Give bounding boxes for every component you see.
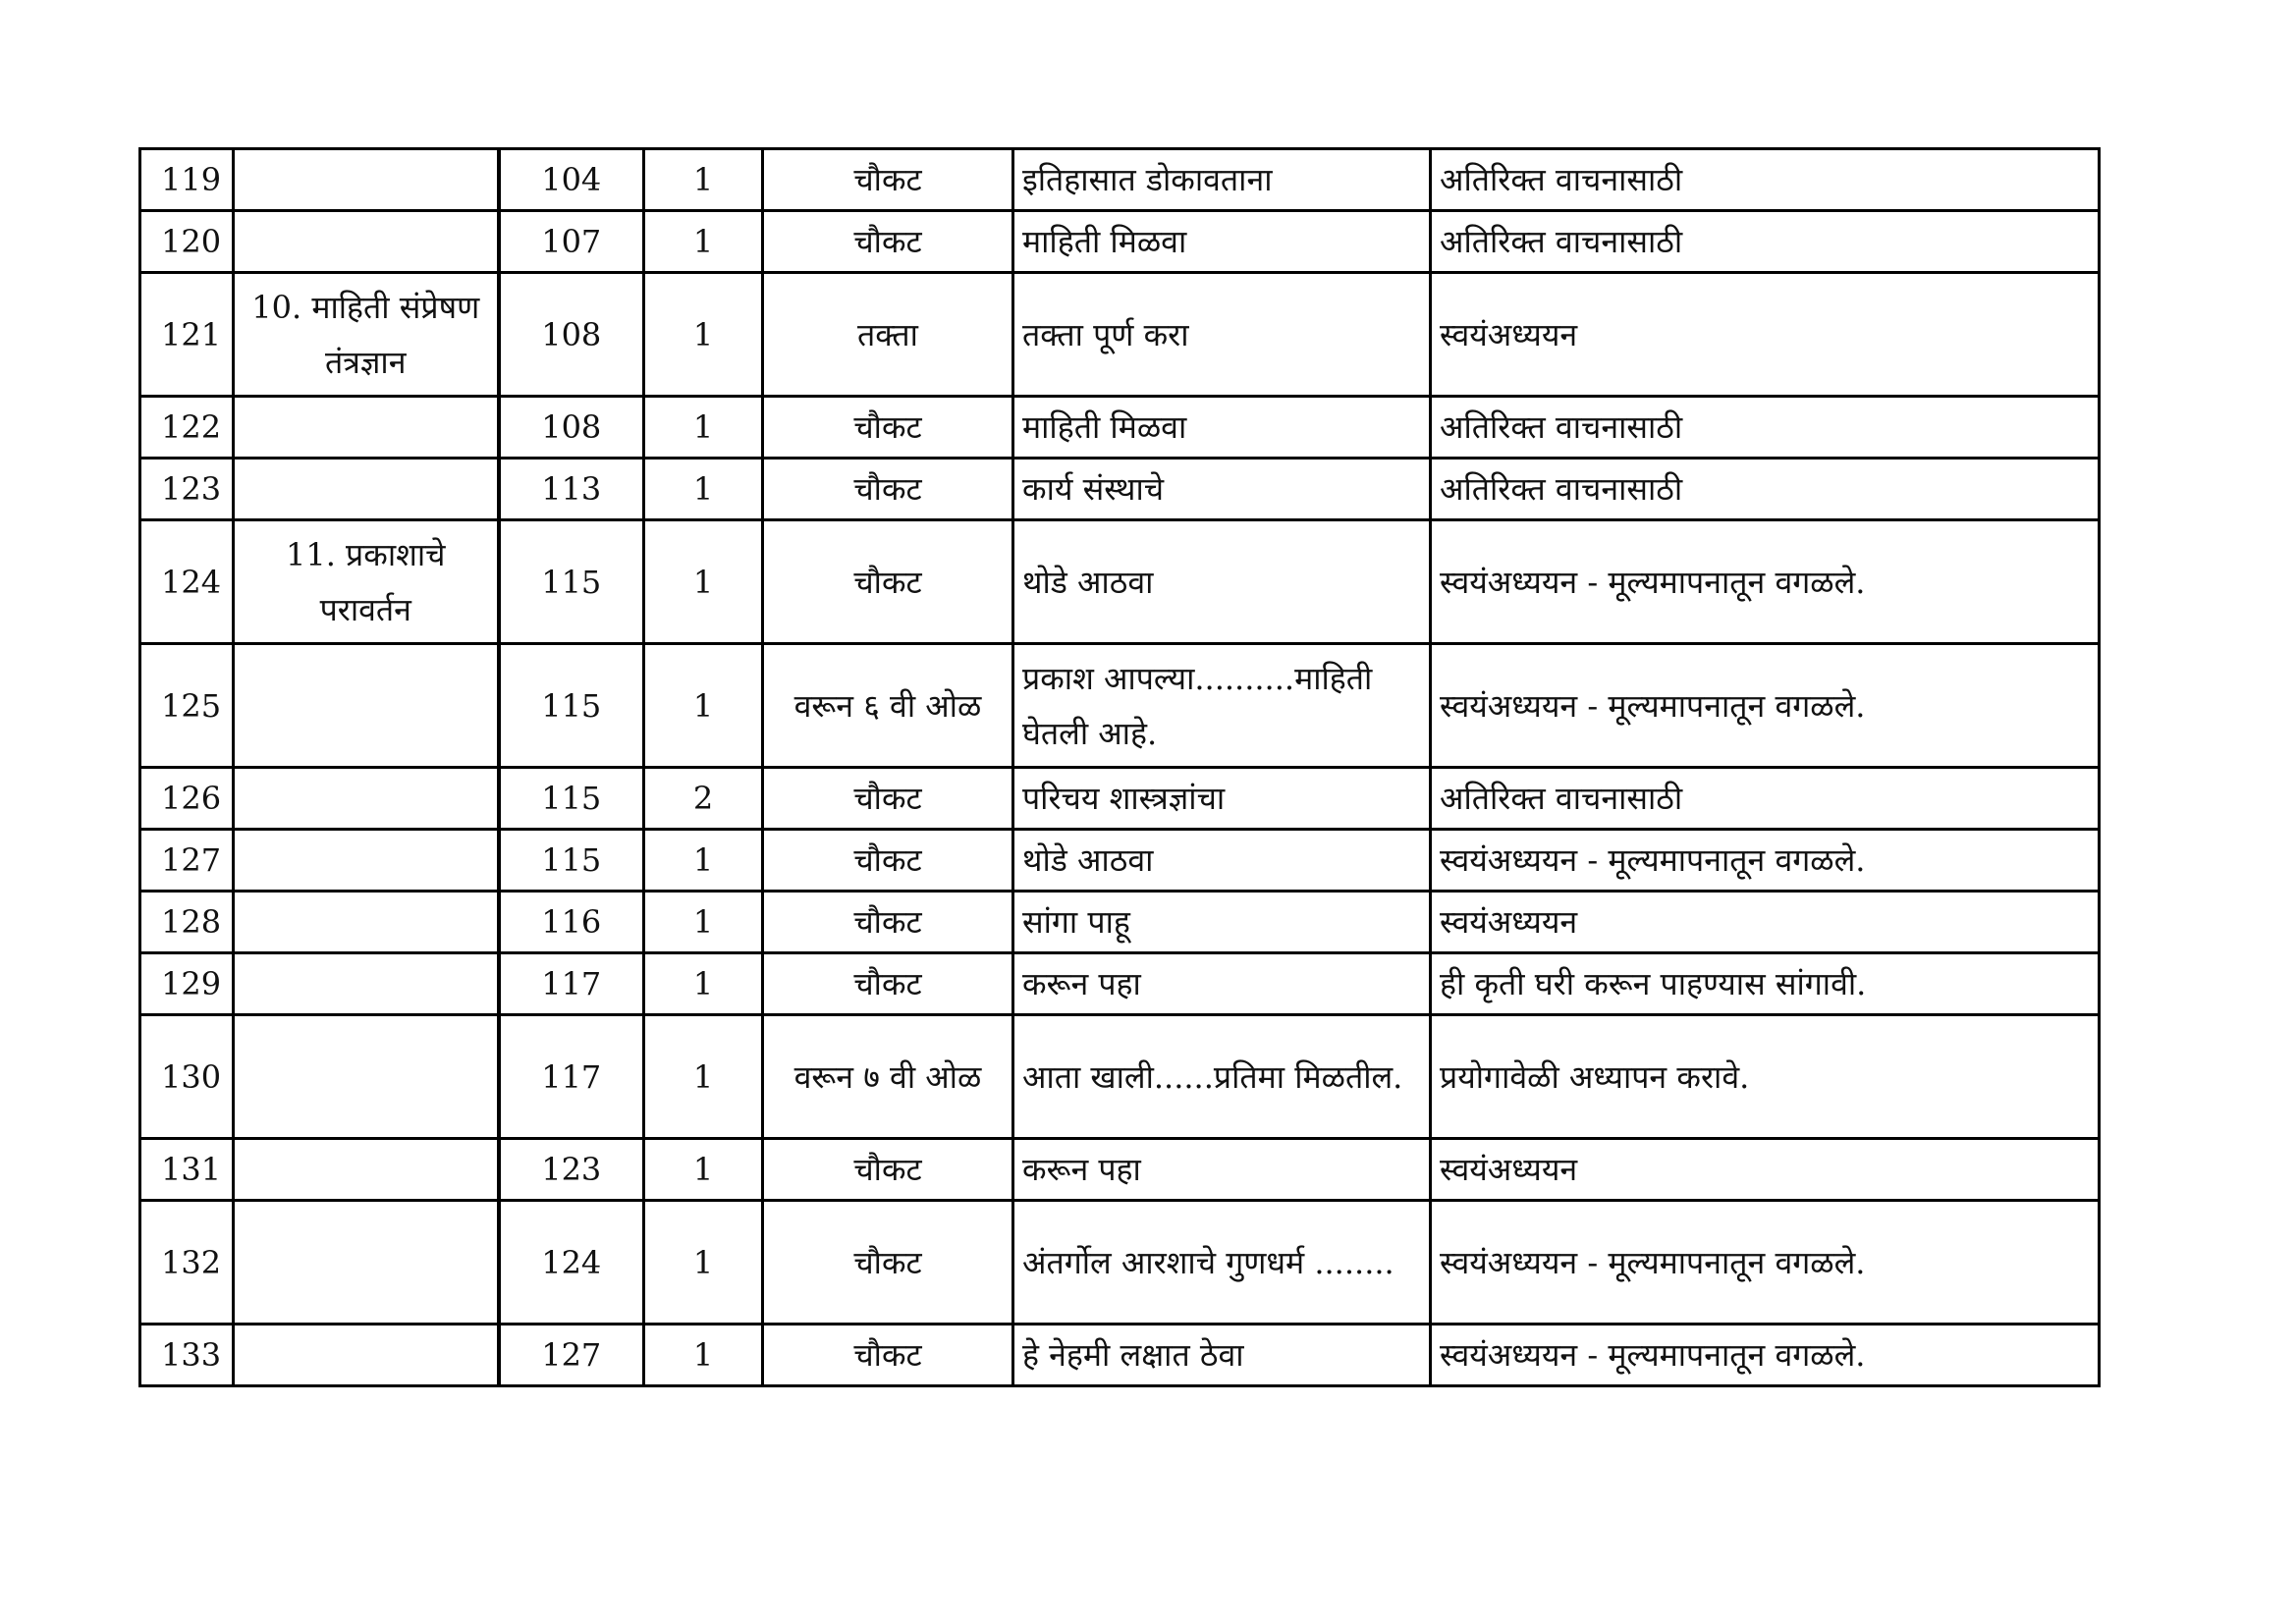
content-type-cell: चौकट [763,1201,1013,1325]
chapter-cell: 10. माहिती संप्रेषण तंत्रज्ञान [234,273,499,397]
table-row [140,830,2100,892]
remark-cell: स्वयंअध्ययन [1431,1139,2100,1201]
chapter-cell [234,211,499,273]
serial-number-cell: 121 [140,273,234,397]
chapter-cell [234,644,499,768]
remark-cell: अतिरिक्त वाचनासाठी [1431,397,2100,459]
description-cell: थोडे आठवा [1013,520,1431,644]
quantity-cell: 1 [644,520,763,644]
page-number-cell: 115 [499,830,644,892]
quantity-cell: 1 [644,830,763,892]
remark-cell: ही कृती घरी करून पाहण्यास सांगावी. [1431,953,2100,1015]
quantity-cell: 2 [644,768,763,830]
quantity-cell: 1 [644,1015,763,1139]
content-type-cell: चौकट [763,211,1013,273]
page-number-cell: 107 [499,211,644,273]
remark-cell: स्वयंअध्ययन [1431,892,2100,953]
description-cell: प्रकाश आपल्या..........माहिती घेतली आहे. [1013,644,1431,768]
table-row [140,892,2100,953]
chapter-cell [234,459,499,520]
description-cell: अंतर्गोल आरशाचे गुणधर्म ........ [1013,1201,1431,1325]
content-type-cell: चौकट [763,459,1013,520]
description-cell: कार्य संस्थाचे [1013,459,1431,520]
page-number-cell: 116 [499,892,644,953]
serial-number-cell: 123 [140,459,234,520]
chapter-cell: 11. प्रकाशाचे परावर्तन [234,520,499,644]
remark-cell: स्वयंअध्ययन - मूल्यमापनातून वगळले. [1431,520,2100,644]
serial-number-cell: 128 [140,892,234,953]
page-number-cell: 115 [499,644,644,768]
chapter-cell [234,953,499,1015]
page-number-cell: 127 [499,1325,644,1386]
remark-cell: प्रयोगावेळी अध्यापन करावे. [1431,1015,2100,1139]
page-number-cell: 104 [499,149,644,211]
serial-number-cell: 126 [140,768,234,830]
page-number-cell: 115 [499,520,644,644]
quantity-cell: 1 [644,644,763,768]
description-cell: परिचय शास्त्रज्ञांचा [1013,768,1431,830]
page-number-cell: 124 [499,1201,644,1325]
page-number-cell: 115 [499,768,644,830]
page-number-cell: 123 [499,1139,644,1201]
chapter-cell [234,1139,499,1201]
table-row [140,1201,2100,1325]
quantity-cell: 1 [644,211,763,273]
description-cell: करून पहा [1013,1139,1431,1201]
description-cell: माहिती मिळवा [1013,211,1431,273]
chapter-cell [234,1325,499,1386]
description-cell: माहिती मिळवा [1013,397,1431,459]
page-number-cell: 117 [499,1015,644,1139]
quantity-cell: 1 [644,1139,763,1201]
page-number-cell: 108 [499,397,644,459]
content-type-cell: चौकट [763,768,1013,830]
page-number-cell: 113 [499,459,644,520]
content-type-cell: चौकट [763,520,1013,644]
remark-cell: स्वयंअध्ययन - मूल्यमापनातून वगळले. [1431,644,2100,768]
remark-cell: स्वयंअध्ययन - मूल्यमापनातून वगळले. [1431,830,2100,892]
quantity-cell: 1 [644,149,763,211]
page-number-cell: 117 [499,953,644,1015]
table-row [140,397,2100,459]
serial-number-cell: 130 [140,1015,234,1139]
serial-number-cell: 119 [140,149,234,211]
quantity-cell: 1 [644,1201,763,1325]
table-row [140,644,2100,768]
chapter-cell [234,1015,499,1139]
table-row [140,149,2100,211]
remark-cell: स्वयंअध्ययन - मूल्यमापनातून वगळले. [1431,1325,2100,1386]
remark-cell: अतिरिक्त वाचनासाठी [1431,459,2100,520]
table-row [140,1325,2100,1386]
quantity-cell: 1 [644,459,763,520]
table-row [140,459,2100,520]
description-cell: थोडे आठवा [1013,830,1431,892]
chapter-cell [234,149,499,211]
chapter-cell [234,397,499,459]
content-type-cell: चौकट [763,1325,1013,1386]
serial-number-cell: 122 [140,397,234,459]
table-row [140,1015,2100,1139]
errata-table [138,147,2101,1387]
table-row [140,211,2100,273]
quantity-cell: 1 [644,892,763,953]
serial-number-cell: 133 [140,1325,234,1386]
serial-number-cell: 131 [140,1139,234,1201]
table-row [140,1139,2100,1201]
table-row [140,273,2100,397]
table-row [140,953,2100,1015]
page-number-cell: 108 [499,273,644,397]
description-cell: तक्ता पूर्ण करा [1013,273,1431,397]
remark-cell: अतिरिक्त वाचनासाठी [1431,211,2100,273]
remark-cell: अतिरिक्त वाचनासाठी [1431,149,2100,211]
content-type-cell: वरून ६ वी ओळ [763,644,1013,768]
content-type-cell: चौकट [763,892,1013,953]
chapter-cell [234,768,499,830]
chapter-cell [234,830,499,892]
content-type-cell: वरून ७ वी ओळ [763,1015,1013,1139]
serial-number-cell: 125 [140,644,234,768]
table-body [140,149,2100,1386]
remark-cell: स्वयंअध्ययन - मूल्यमापनातून वगळले. [1431,1201,2100,1325]
remark-cell: स्वयंअध्ययन [1431,273,2100,397]
content-type-cell: चौकट [763,397,1013,459]
quantity-cell: 1 [644,397,763,459]
table-row [140,520,2100,644]
serial-number-cell: 124 [140,520,234,644]
description-cell: इतिहासात डोकावताना [1013,149,1431,211]
serial-number-cell: 129 [140,953,234,1015]
content-type-cell: चौकट [763,830,1013,892]
chapter-cell [234,892,499,953]
serial-number-cell: 120 [140,211,234,273]
content-type-cell: तक्ता [763,273,1013,397]
description-cell: सांगा पाहू [1013,892,1431,953]
serial-number-cell: 127 [140,830,234,892]
content-type-cell: चौकट [763,149,1013,211]
serial-number-cell: 132 [140,1201,234,1325]
remark-cell: अतिरिक्त वाचनासाठी [1431,768,2100,830]
quantity-cell: 1 [644,273,763,397]
quantity-cell: 1 [644,953,763,1015]
chapter-cell [234,1201,499,1325]
content-type-cell: चौकट [763,953,1013,1015]
quantity-cell: 1 [644,1325,763,1386]
description-cell: करून पहा [1013,953,1431,1015]
content-type-cell: चौकट [763,1139,1013,1201]
description-cell: हे नेहमी लक्षात ठेवा [1013,1325,1431,1386]
description-cell: आता खाली......प्रतिमा मिळतील. [1013,1015,1431,1139]
table-row [140,768,2100,830]
